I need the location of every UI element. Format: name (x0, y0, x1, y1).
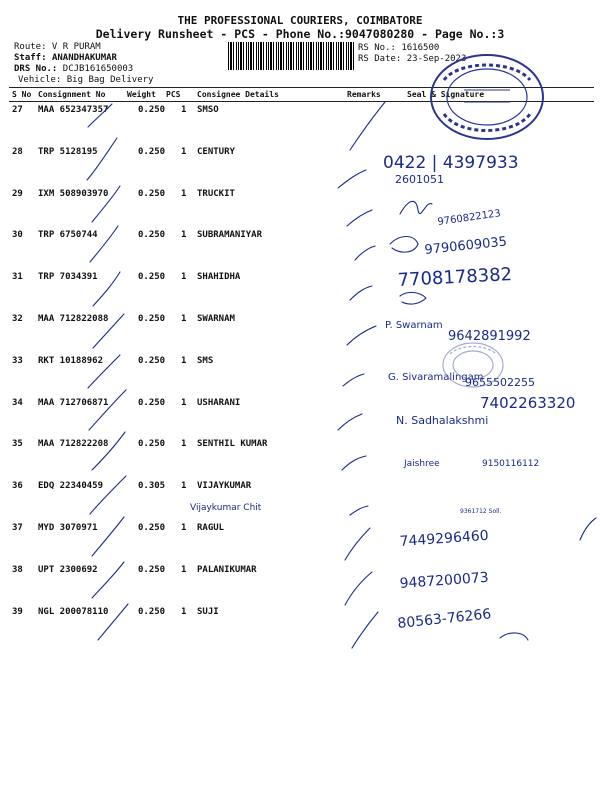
cell-weight: 0.250 (138, 398, 166, 408)
cell-pcs: 1 (181, 607, 187, 617)
rs-number: RS No.: 1616500 (358, 43, 440, 53)
table-row (9, 522, 594, 542)
cell-weight: 0.250 (138, 105, 166, 115)
signature-stroke (350, 506, 368, 515)
cell-consignment: IXM 508903970 (38, 189, 109, 199)
runsheet-subtitle: Delivery Runsheet - PCS - Phone No.:9047080280 - Page No.:3 (95, 27, 505, 41)
cell-consignee: SHAHIDHA (197, 272, 241, 282)
table-row (9, 146, 594, 166)
cell-sno: 31 (12, 272, 23, 282)
company-seal-stamp (424, 50, 550, 144)
cell-sno: 33 (12, 356, 23, 366)
drs-number: DCJB161650003 (62, 64, 134, 74)
hw-r34-phone: 7402263320 (480, 394, 576, 412)
signature-stroke (338, 170, 366, 188)
cell-consignment: RKT 10188962 (38, 356, 104, 366)
cell-weight: 0.250 (138, 523, 166, 533)
cell-weight: 0.250 (138, 565, 166, 575)
drs-label: DRS No.: (14, 64, 58, 74)
cell-consignee: SENTHIL KUMAR (197, 439, 268, 449)
cell-weight: 0.250 (138, 230, 166, 240)
cell-consignee: USHARANI (197, 398, 241, 408)
table-row (9, 229, 594, 249)
cell-weight: 0.250 (138, 147, 166, 157)
cell-pcs: 1 (181, 481, 187, 491)
hw-r39-phone: 80563-76266 (396, 606, 493, 632)
barcode (228, 42, 354, 70)
cell-consignee: SMSO (197, 105, 219, 115)
staff-name: ANANDHAKUMAR (51, 53, 117, 63)
col-weight: Weight (127, 90, 156, 99)
hw-r34-name: N. Sadhalakshmi (396, 414, 489, 427)
cell-weight: 0.250 (138, 189, 166, 199)
initial-scribble (500, 633, 528, 640)
cell-pcs: 1 (181, 105, 187, 115)
company-title: THE PROFESSIONAL COURIERS, COIMBATORE (177, 14, 423, 27)
cell-consignment: MYD 3070971 (38, 523, 98, 533)
cell-consignee: TRUCKIT (197, 189, 235, 199)
hw-r35-name: Jaishree (404, 459, 440, 469)
hw-r35-phone: 9150116112 (482, 459, 540, 469)
cell-sno: 34 (12, 398, 23, 408)
cell-consignee: PALANIKUMAR (197, 565, 257, 575)
cell-sno: 38 (12, 565, 23, 575)
cell-weight: 0.305 (138, 481, 166, 491)
hw-r28-phone: 0422 | 4397933 (383, 153, 519, 173)
cell-pcs: 1 (181, 230, 187, 240)
cell-pcs: 1 (181, 147, 187, 157)
cell-consignment: NGL 200078110 (38, 607, 109, 617)
hw-r32-phone: 9642891992 (448, 329, 531, 344)
hw-r37-phone: 7449296460 (399, 527, 490, 550)
cell-pcs: 1 (181, 439, 187, 449)
table-row (9, 438, 594, 458)
hw-r36-note: Vijaykumar Chit (190, 503, 262, 513)
signature-stroke (347, 210, 372, 226)
cell-consignment: TRP 7034391 (38, 272, 98, 282)
hw-r28-note: 2601051 (395, 173, 444, 186)
cell-pcs: 1 (181, 523, 187, 533)
cell-consignment: MAA 712706871 (38, 398, 109, 408)
col-consignment: Consignment No (38, 90, 106, 99)
table-row (9, 188, 594, 208)
cell-pcs: 1 (181, 565, 187, 575)
vehicle-label: Vehicle: Big Bag Delivery (18, 75, 154, 85)
col-remarks: Remarks (347, 90, 381, 99)
hw-r30-phone: 9790609035 (423, 234, 508, 258)
col-pcs: PCS (166, 90, 181, 99)
hw-r33-phone: 9655502255 (465, 376, 535, 389)
cell-weight: 0.250 (138, 272, 166, 282)
table-row (9, 355, 594, 375)
hw-r32-name: P. Swarnam (385, 320, 443, 331)
cell-consignee: SUBRAMANIYAR (197, 230, 263, 240)
cell-sno: 29 (12, 189, 23, 199)
cell-consignment: UPT 2300692 (38, 565, 98, 575)
col-signature: Seal & Signature (407, 90, 485, 99)
hw-r29-phone: 9760822123 (436, 208, 502, 228)
hw-r36-phone: 9361712 Soll. (460, 508, 502, 515)
cell-consignment: MAA 712822088 (38, 314, 109, 324)
hw-r33-name: G. Sivaramalingam (388, 372, 484, 383)
hw-r31-phone: 7708178382 (397, 264, 513, 291)
cell-consignee: VIJAYKUMAR (197, 481, 252, 491)
cell-sno: 27 (12, 105, 23, 115)
cell-consignment: TRP 6750744 (38, 230, 98, 240)
table-row (9, 606, 594, 626)
col-sno: S No (12, 90, 32, 99)
staff-label: Staff: (14, 53, 47, 63)
cell-consignee: SUJI (197, 607, 219, 617)
cell-consignee: SMS (197, 356, 214, 366)
cell-consignment: MAA 652347357 (38, 105, 109, 115)
rs-date: RS Date: 23-Sep-2023 (358, 54, 467, 64)
cell-consignee: SWARNAM (197, 314, 235, 324)
signature-stroke (342, 456, 366, 470)
cell-consignment: MAA 712822208 (38, 439, 109, 449)
cell-sno: 35 (12, 439, 23, 449)
route-label: Route: V R PURAM (14, 42, 101, 52)
cell-sno: 37 (12, 523, 23, 533)
cell-pcs: 1 (181, 272, 187, 282)
cell-weight: 0.250 (138, 607, 166, 617)
cell-weight: 0.250 (138, 314, 166, 324)
cell-consignee: RAGUL (197, 523, 225, 533)
table-row (9, 564, 594, 584)
cell-consignment: EDQ 22340459 (38, 481, 104, 491)
initial-scribble (400, 292, 426, 304)
cell-pcs: 1 (181, 398, 187, 408)
cell-sno: 36 (12, 481, 23, 491)
cell-sno: 30 (12, 230, 23, 240)
cell-pcs: 1 (181, 356, 187, 366)
cell-weight: 0.250 (138, 356, 166, 366)
table-row (9, 480, 594, 500)
cell-weight: 0.250 (138, 439, 166, 449)
hw-r38-phone: 9487200073 (399, 569, 490, 592)
signature-stroke (343, 374, 364, 386)
cell-sno: 28 (12, 147, 23, 157)
table-row (9, 313, 594, 333)
cell-consignment: TRP 5128195 (38, 147, 98, 157)
cell-consignee: CENTURY (197, 147, 235, 157)
table-row (9, 397, 594, 417)
cell-pcs: 1 (181, 189, 187, 199)
col-consignee: Consignee Details (197, 90, 279, 99)
cell-sno: 32 (12, 314, 23, 324)
table-row (9, 271, 594, 291)
faded-seal-stamp (440, 340, 506, 390)
cell-pcs: 1 (181, 314, 187, 324)
cell-sno: 39 (12, 607, 23, 617)
